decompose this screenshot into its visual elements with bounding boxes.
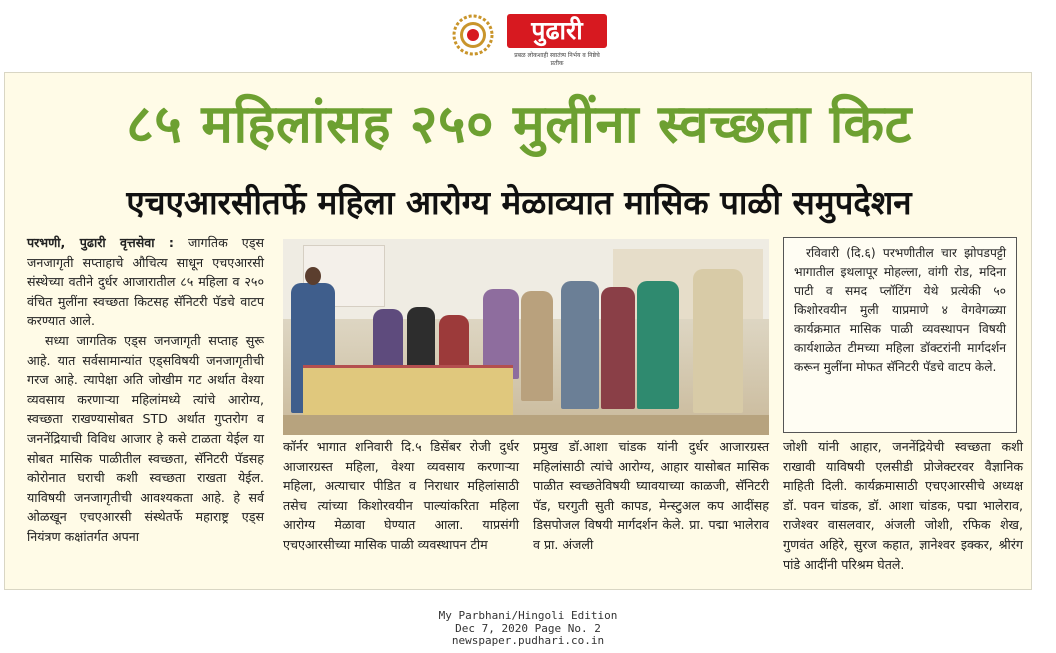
masthead (0, 8, 1056, 68)
boxed-sidebar-text (783, 237, 1017, 433)
photo-person-head (305, 267, 321, 285)
article-column-4: जोशी यांनी आहार, जननेंद्रियेची स्वच्छता कशी राखावी याविषयी एलसीडी प्रोजेक्टरवर वैज्ञानिक माहिती दिली. कार्यक्रमासाठी एचएआरसीचे अध्यक्ष डॉ. पवन चांडक, डॉ. आशा चांडक, पद्मा भालेराव, राजेश्वर वासलवार, अंजली जोशी, रफिक शेख, गुणवंत अहिरे, सुरज कहात, ज्ञानेश्वर इक्कर, श्रीरंग पांडे आदींनी परिश्रम घेतले. (783, 439, 1023, 572)
event-photo (283, 239, 769, 435)
photo-person (693, 269, 743, 413)
article-paragraph: जागतिक एड्स जनजागृती सप्ताहाचे औचित्य साधून एचएआरसी संस्थेच्या वतीने दुर्धर आजारातील ८५ महिला व २५० वंचित मुलींना स्वच्छता किटसह सॅनिटरी पॅडचे वाटप करण्यात आले. (27, 235, 264, 329)
newspaper-logo[interactable]: पुढारी (507, 14, 607, 48)
article-column-1 (27, 233, 264, 547)
dateline: परभणी, पुढारी वृत्तसेवा : (27, 235, 174, 250)
article-subheadline: एचएआरसीतर्फे महिला आरोग्य मेळाव्यात मासिक पाळी समुपदेशन (126, 183, 912, 222)
photo-person (637, 281, 679, 409)
article-column-3: प्रमुख डॉ.आशा चांडक यांनी दुर्धर आजारग्रस्त महिलांसाठी त्यांचे आरोग्य, आहार यासोबत मासिक पाळीत स्वच्छतेविषयी घ्यावयाच्या काळजी, सॅनिटरी पॅड, घरगुती सुती कापड, मेन्स्टुअल कप आदींसह डिसपोजल विषयी मार्गदर्शन केले. प्रा. पद्मा भालेराव व प्रा. अंजली (533, 439, 769, 552)
page-footer (0, 610, 1056, 648)
emblem-logo-icon (452, 14, 494, 56)
article-paragraph: सध्या जागतिक एड्स जनजागृती सप्ताह सुरू आहे. यात सर्वसामान्यांत एड्सविषयी जनजागृतीची गरज आहे. त्यापेक्षा अति जोखीम गट अर्थात वेश्या व्यवसाय करणाऱ्या महिलांमध्ये त्यांचे आरोग्य, स्वच्छता राखण्यासोबत STD अर्थात गुप्तरोग व जननेंद्रियाची विविध आजार हे कसे टाळता येईल या सोबत मासिक पाळीतील स्वच्छता, सॅनिटरी पॅडसह कोरोनात घराची कशी स्वच्छता राखता येईल. याविषयी जनजागृतीची आवश्यकता आहे. हे सर्व ओळखून एचएआरसी संस्थेतर्फे महाराष्ट्र एड्स नियंत्रण कक्षांतर्गत अपना (27, 332, 264, 544)
photo-person (561, 281, 599, 409)
site-link[interactable]: newspaper.pudhari.co.in (451, 634, 605, 647)
photo-person (521, 291, 553, 401)
article-clipping (4, 72, 1032, 590)
article-headline: ८५ महिलांसह २५० मुलींना स्वच्छता किट (126, 94, 912, 155)
logo-tagline: प्रबळ लोकशाही स्वातंत्र्य निर्भय व निष्ठेचे प्रतीक (514, 52, 600, 67)
article-column-2: कॉर्नर भागात शनिवारी दि.५ डिसेंबर रोजी दुर्धर आजारग्रस्त महिला, वेश्या व्यवसाय करणाऱ्या महिला, अत्याचार पीडित व निराधार महिलांसाठी तसेच त्यांच्या किशोरवयीन पाल्यांकरिता महिला आरोग्य मेळावा घेण्यात आला. याप्रसंगी एचएआरसीच्या मासिक पाळी व्यवस्थापन टीम (283, 439, 519, 552)
sidebar-paragraph: रविवारी (दि.६) परभणीतील चार झोपडपट्टी भागातील इथलापूर मोहल्ला, वांगी रोड, मदिना पाटी व समद प्लॉटिंग येथे प्रत्येकी ५० किशोरवयीन मुली याप्रमाणे ४ वेगवेगळ्या कार्यक्रमात मासिक पाळी व्यवस्थापन विषयी कार्यशाळेत टीमच्या महिला डॉक्टरांनी मार्गदर्शन करून मुलींना मोफत सॅनिटरी पॅडचे वाटप केले. (794, 246, 1006, 374)
date-page-label: Dec 7, 2020 Page No. 2 (455, 621, 601, 635)
edition-label: My Parbhani/Hingoli Edition (438, 609, 618, 622)
photo-person (601, 287, 635, 409)
photo-foreground (283, 415, 769, 435)
